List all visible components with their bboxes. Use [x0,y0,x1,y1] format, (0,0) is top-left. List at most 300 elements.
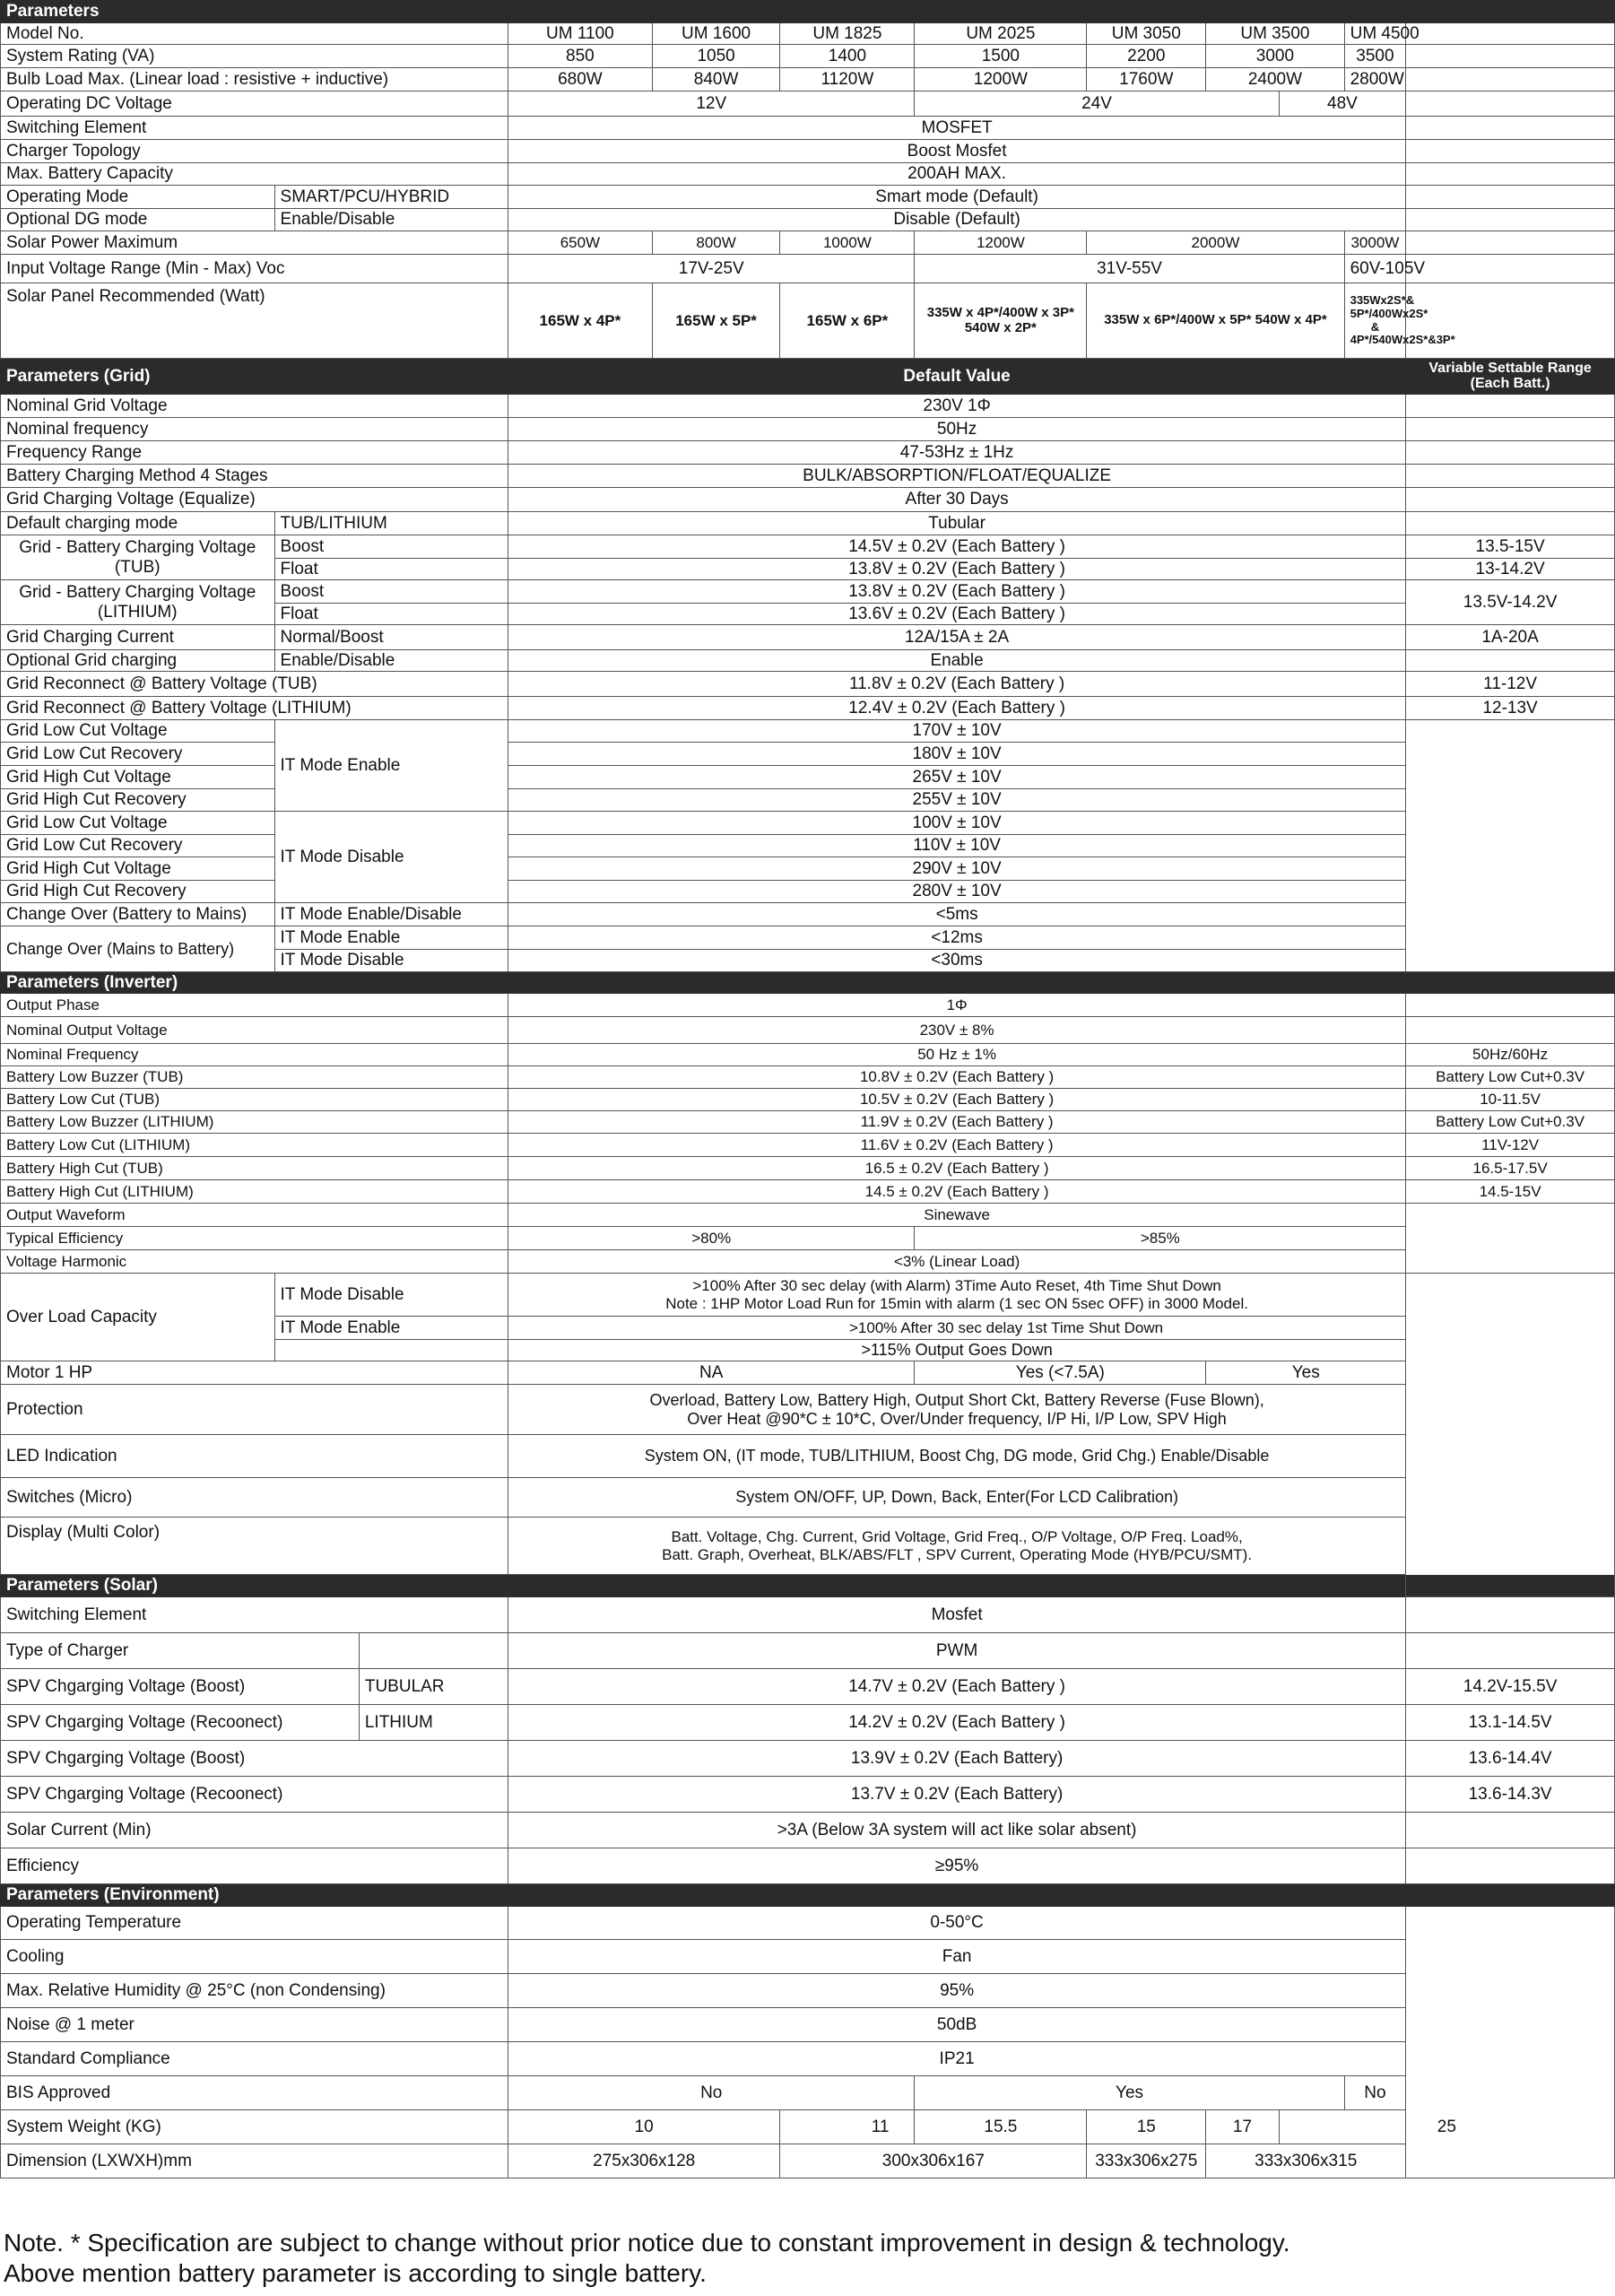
table-row [1,903,1615,926]
row-label: Grid High Cut Recovery [1,881,275,903]
range-cell: 12-13V [1406,697,1615,720]
overload-line: >100% After 30 sec delay (with Alarm) 3Time Auto Reset, 4th Time Shut Down [692,1277,1221,1295]
value-cell: 12A/15A ± 2A [508,625,1406,650]
row-label: Optional Grid charging [1,650,275,672]
row-label: Solar Power Maximum [1,231,508,255]
table-row [1,23,1615,45]
value-cell: Disable (Default) [508,209,1406,231]
row-label: Grid Low Cut Voltage [1,812,275,835]
value-cell: 2000W [1087,231,1344,255]
value-cell: <3% (Linear Load) [508,1250,1406,1274]
table-row [1,418,1615,441]
row-label: Operating Temperature [1,1907,508,1940]
row-label: Standard Compliance [1,2042,508,2076]
range-cell: 13.5V-14.2V [1406,580,1615,625]
value-cell: 290V ± 10V [508,857,1406,881]
empty-cell [1406,140,1615,163]
range-cell: Battery Low Cut+0.3V [1406,1066,1615,1089]
table-row [1,255,1615,283]
range-cell: 13.5-15V [1406,535,1615,559]
range-cell: 13.6-14.3V [1406,1777,1615,1813]
value-cell: 335W x 6P*/400W x 5P* 540W x 4P* [1087,283,1344,359]
table-row [1,1066,1615,1089]
row-label: Grid Charging Voltage (Equalize) [1,488,508,512]
range-cell: Battery Low Cut+0.3V [1406,1111,1615,1134]
value-cell: No [508,2076,915,2110]
value-cell: 11.9V ± 0.2V (Each Battery ) [508,1111,1406,1134]
table-row [1,881,1615,903]
value-cell: 650W [508,231,653,255]
row-label: Nominal frequency [1,418,508,441]
table-row [1,1777,1615,1813]
row-label: System Weight (KG) [1,2110,508,2144]
model-cell: UM 3050 [1087,23,1206,45]
range-cell [1406,395,1615,418]
model-cell: UM 1100 [508,23,653,45]
row-label: Type of Charger [1,1633,360,1669]
value-cell: BULK/ABSORPTION/FLOAT/EQUALIZE [508,465,1406,488]
row-label: Switches (Micro) [1,1478,508,1518]
row-label: System Rating (VA) [1,45,508,68]
model-cell: UM 1825 [780,23,915,45]
protection-line: Overload, Battery Low, Battery High, Output Short Ckt, Battery Reverse (Fuse Blown), [649,1391,1264,1410]
row-label: Solar Current (Min) [1,1813,508,1848]
table-row [1,1907,1615,1940]
table-row [1,1813,1615,1848]
row-label: Protection [1,1385,508,1435]
empty-cell [1406,186,1615,209]
empty-cell [1406,23,1615,45]
table-row [1,117,1615,140]
row-label: BIS Approved [1,2076,508,2110]
value-cell: 275x306x128 [508,2144,780,2179]
range-cell [1406,650,1615,672]
row-sublabel: IT Mode Disable [274,1274,508,1317]
value-cell: ≥95% [508,1848,1406,1884]
value-cell: 13.7V ± 0.2V (Each Battery) [508,1777,1406,1813]
row-label: Frequency Range [1,441,508,465]
section-title: Parameters [1,1,1615,23]
empty-cell [1406,45,1615,68]
value-cell: 680W [508,68,653,91]
value-cell: 850 [508,45,653,68]
value-cell: 13.9V ± 0.2V (Each Battery) [508,1741,1406,1777]
value-cell: NA [508,1361,915,1385]
value-cell: Fan [508,1940,1406,1974]
table-row [1,1940,1615,1974]
row-label: Grid Reconnect @ Battery Voltage (TUB) [1,672,508,697]
value-cell: 2400W [1206,68,1344,91]
table-row [1,1974,1615,2008]
table-row [1,1089,1615,1111]
value-cell: 335Wx2S*& 5P*/400Wx2S* & 4P*/540Wx2S*&3P* [1344,283,1406,359]
row-label: Change Over (Battery to Mains) [1,903,275,926]
value-cell: PWM [508,1633,1406,1669]
value-cell: 300x306x167 [780,2144,1087,2179]
section-title: Parameters (Grid) [1,359,508,395]
value-cell: >80% [508,1227,915,1250]
table-row [1,812,1615,835]
value-cell: 200AH MAX. [508,163,1406,186]
value-cell: 50Hz [508,418,1406,441]
value-cell: Mosfet [508,1597,1406,1633]
value-cell: 11.6V ± 0.2V (Each Battery ) [508,1134,1406,1157]
table-row [1,650,1615,672]
range-cell: 13-14.2V [1406,559,1615,580]
value-cell: 10.8V ± 0.2V (Each Battery ) [508,1066,1406,1089]
row-label: Grid High Cut Voltage [1,857,275,881]
range-cell [1406,1597,1615,1633]
row-label: Nominal Frequency [1,1044,508,1066]
table-row [1,580,1615,604]
table-row [1,1848,1615,1884]
table-row [1,789,1615,812]
value-cell: 14.7V ± 0.2V (Each Battery ) [508,1669,1406,1705]
footnote-line: Above mention battery parameter is according to single battery. [4,2258,707,2287]
table-row [1,926,1615,950]
table-row [1,766,1615,789]
row-sublabel: TUB/LITHIUM [274,512,508,535]
value-cell: 230V ± 8% [508,1017,1406,1044]
row-label: SPV Chgarging Voltage (Recoonect) [1,1777,508,1813]
row-label: Over Load Capacity [1,1274,275,1361]
table-row [1,68,1615,91]
table-row [1,140,1615,163]
section-header-parameters [1,1,1615,23]
value-cell: 1200W [915,231,1087,255]
row-sublabel: Normal/Boost [274,625,508,650]
row-label: Noise @ 1 meter [1,2008,508,2042]
range-cell [1406,994,1615,1017]
row-label: Operating DC Voltage [1,91,508,117]
value-cell: 14.5 ± 0.2V (Each Battery ) [508,1180,1406,1204]
value-cell: 50 Hz ± 1% [508,1044,1406,1066]
row-sublabel: Boost [274,535,508,559]
table-row [1,45,1615,68]
value-cell: <12ms [508,926,1406,950]
row-label: Grid - Battery Charging Voltage (TUB) [1,535,275,580]
empty-cell [1406,209,1615,231]
empty-cell [1406,255,1615,283]
value-cell: <5ms [508,903,1406,926]
value-cell: 11.8V ± 0.2V (Each Battery ) [508,672,1406,697]
row-label: Dimension (LXWXH)mm [1,2144,508,2179]
value-cell: 24V [915,91,1279,117]
value-cell: 17 [1206,2110,1279,2144]
row-label: Model No. [1,23,508,45]
value-cell: 265V ± 10V [508,766,1406,789]
table-row [1,535,1615,559]
protection-cell [508,1385,1406,1435]
row-label: Input Voltage Range (Min - Max) Voc [1,255,508,283]
footnote [4,2228,1290,2288]
value-cell: 1400 [780,45,915,68]
row-label: Grid Charging Current [1,625,275,650]
overload-disable-cell [508,1274,1406,1317]
table-row [1,488,1615,512]
row-label: SPV Chgarging Voltage (Boost) [1,1669,360,1705]
range-cell [1406,1017,1615,1044]
row-label: Output Waveform [1,1204,508,1227]
display-cell [508,1518,1406,1575]
table-row [1,1361,1615,1385]
overload-note-line: Note : 1HP Motor Load Run for 15min with alarm (1 sec ON 5sec OFF) in 3000 Model. [665,1294,1248,1312]
range-cell: 1A-20A [1406,625,1615,650]
value-cell: 1120W [780,68,915,91]
range-cell: 13.6-14.4V [1406,1741,1615,1777]
section-title: Parameters (Environment) [1,1884,1615,1907]
table-row [1,720,1615,743]
value-cell: 165W x 5P* [652,283,780,359]
empty-cell [1406,163,1615,186]
range-cell: 14.5-15V [1406,1180,1615,1204]
row-label: Change Over (Mains to Battery) [1,926,275,972]
table-row [1,2144,1615,2179]
model-cell: UM 4500 [1344,23,1406,45]
row-sublabel: IT Mode Disable [274,950,508,972]
value-cell: 15 [1087,2110,1206,2144]
empty-cell [274,1340,508,1361]
range-cell [1406,1274,1615,1597]
row-label: Efficiency [1,1848,508,1884]
display-line: Batt. Voltage, Chg. Current, Grid Voltage, Grid Freq., O/P Voltage, O/P Freq. Load%, [671,1528,1243,1546]
value-cell: No [1344,2076,1406,2110]
variable-range-heading: Variable Settable Range (Each Batt.) [1406,359,1615,395]
row-label: Typical Efficiency [1,1227,508,1250]
value-cell: 15.5 [915,2110,1087,2144]
value-cell: <30ms [508,950,1406,972]
value-cell: 16.5 ± 0.2V (Each Battery ) [508,1157,1406,1180]
row-label: Battery High Cut (TUB) [1,1157,508,1180]
value-cell: 1760W [1087,68,1206,91]
value-cell: 333x306x315 [1206,2144,1406,2179]
section-header-solar [1,1575,1615,1597]
range-cell: 13.1-14.5V [1406,1705,1615,1741]
row-sublabel: Enable/Disable [274,650,508,672]
row-sublabel: IT Mode Enable/Disable [274,903,508,926]
value-cell: Smart mode (Default) [508,186,1406,209]
value-cell: 333x306x275 [1087,2144,1206,2179]
row-label: Switching Element [1,117,508,140]
table-row [1,91,1615,117]
value-cell: 95% [508,1974,1406,2008]
it-mode-enable-label: IT Mode Enable [274,720,508,812]
range-cell [1406,1848,1615,1884]
value-cell: >115% Output Goes Down [508,1340,1406,1361]
value-cell: 13.6V ± 0.2V (Each Battery ) [508,604,1406,625]
row-sublabel: Boost [274,580,508,604]
row-label: Default charging mode [1,512,275,535]
it-mode-disable-label: IT Mode Disable [274,812,508,903]
row-label: Nominal Output Voltage [1,1017,508,1044]
model-cell: UM 2025 [915,23,1087,45]
range-cell [1406,1813,1615,1848]
value-cell: Yes (<7.5A) [915,1361,1206,1385]
row-label: Operating Mode [1,186,275,209]
value-cell: 3000 [1206,45,1344,68]
row-label: Battery Low Buzzer (TUB) [1,1066,508,1089]
table-row [1,395,1615,418]
row-label: Battery Low Buzzer (LITHIUM) [1,1111,508,1134]
table-row [1,697,1615,720]
value-cell: 25 [1279,2110,1614,2144]
table-row [1,283,1615,359]
value-cell: >100% After 30 sec delay 1st Time Shut Down [508,1317,1406,1340]
value-cell: 12.4V ± 0.2V (Each Battery ) [508,697,1406,720]
row-label: Display (Multi Color) [1,1518,508,1575]
value-cell: 1050 [652,45,780,68]
value-cell: 1500 [915,45,1087,68]
default-value-heading: Default Value [508,359,1406,395]
table-row [1,857,1615,881]
row-label: Grid Low Cut Recovery [1,835,275,857]
value-cell: Enable [508,650,1406,672]
range-cell: 11-12V [1406,672,1615,697]
row-sublabel: Float [274,559,508,580]
table-row [1,512,1615,535]
table-row [1,2042,1615,2076]
value-cell: 1000W [780,231,915,255]
value-cell: System ON, (IT mode, TUB/LITHIUM, Boost Chg, DG mode, Grid Chg.) Enable/Disable [508,1435,1406,1478]
table-row [1,1385,1615,1435]
value-cell: Yes [915,2076,1344,2110]
value-cell: 230V 1Φ [508,395,1406,418]
row-label: Solar Panel Recommended (Watt) [1,283,508,359]
range-cell [1406,512,1615,535]
range-cell: 11V-12V [1406,1134,1615,1157]
table-row [1,994,1615,1017]
row-label: Grid Low Cut Voltage [1,720,275,743]
range-cell [1406,488,1615,512]
table-row [1,672,1615,697]
empty-cell [1406,68,1615,91]
empty-cell [1406,91,1615,117]
table-row [1,1134,1615,1157]
row-label: SPV Chgarging Voltage (Boost) [1,1741,508,1777]
row-label: Battery Low Cut (LITHIUM) [1,1134,508,1157]
row-label: LED Indication [1,1435,508,1478]
row-label: Battery Low Cut (TUB) [1,1089,508,1111]
table-row [1,1633,1615,1669]
protection-line: Over Heat @90*C ± 10*C, Over/Under frequency, I/P Hi, I/P Low, SPV High [687,1409,1227,1428]
table-row [1,1274,1615,1317]
row-label: Optional DG mode [1,209,275,231]
empty-cell [1406,117,1615,140]
table-row [1,465,1615,488]
table-row [1,1435,1615,1478]
row-sublabel: SMART/PCU/HYBRID [274,186,508,209]
row-label: Motor 1 HP [1,1361,508,1385]
value-cell: 48V [1279,91,1405,117]
value-cell: 0-50°C [508,1907,1406,1940]
value-cell: 3500 [1344,45,1406,68]
value-cell: 17V-25V [508,255,915,283]
table-row [1,1669,1615,1705]
row-label: Nominal Grid Voltage [1,395,508,418]
value-cell: 14.5V ± 0.2V (Each Battery ) [508,535,1406,559]
table-row [1,1250,1615,1274]
value-cell: 50dB [508,2008,1406,2042]
row-sublabel: IT Mode Enable [274,1317,508,1340]
row-label: Cooling [1,1940,508,1974]
value-cell: Sinewave [508,1204,1406,1227]
table-row [1,1017,1615,1044]
range-cell: 14.2V-15.5V [1406,1669,1615,1705]
table-row [1,1204,1615,1227]
table-row [1,2008,1615,2042]
value-cell: 14.2V ± 0.2V (Each Battery ) [508,1705,1406,1741]
table-row [1,743,1615,766]
value-cell: 335W x 4P*/400W x 3P* 540W x 2P* [915,283,1087,359]
row-label: Grid Reconnect @ Battery Voltage (LITHIUM) [1,697,508,720]
value-cell: 840W [652,68,780,91]
row-label: SPV Chgarging Voltage (Recoonect) [1,1705,360,1741]
empty-cell [359,1633,508,1669]
value-cell: 2200 [1087,45,1206,68]
table-row [1,2076,1615,2110]
value-cell: System ON/OFF, UP, Down, Back, Enter(For LCD Calibration) [508,1478,1406,1518]
table-row [1,625,1615,650]
section-header-grid [1,359,1615,395]
section-title: Parameters (Solar) [1,1575,1615,1597]
value-cell: 110V ± 10V [508,835,1406,857]
row-label: Max. Battery Capacity [1,163,508,186]
range-cell: 16.5-17.5V [1406,1157,1615,1180]
value-cell: Boost Mosfet [508,140,1406,163]
value-cell: 47-53Hz ± 1Hz [508,441,1406,465]
row-label: Voltage Harmonic [1,1250,508,1274]
value-cell: 165W x 6P* [780,283,915,359]
display-line: Batt. Graph, Overheat, BLK/ABS/FLT , SPV Current, Operating Mode (HYB/PCU/SMT). [662,1545,1253,1563]
table-row [1,186,1615,209]
row-label: Grid High Cut Voltage [1,766,275,789]
value-cell: >3A (Below 3A system will act like solar absent) [508,1813,1406,1848]
row-sublabel: Float [274,604,508,625]
value-cell: 1200W [915,68,1087,91]
value-cell: MOSFET [508,117,1406,140]
value-cell: >85% [915,1227,1406,1250]
range-cell: 50Hz/60Hz [1406,1044,1615,1066]
value-cell: IP21 [508,2042,1406,2076]
table-row [1,1478,1615,1518]
table-row [1,1157,1615,1180]
value-cell: 1Φ [508,994,1406,1017]
table-row [1,2110,1615,2144]
section-header-inverter [1,972,1615,994]
value-cell: 2800W [1344,68,1406,91]
range-cell [1406,418,1615,441]
value-cell: 10.5V ± 0.2V (Each Battery ) [508,1089,1406,1111]
range-cell [1406,720,1615,972]
row-label: Grid - Battery Charging Voltage (LITHIUM) [1,580,275,625]
value-cell: 11 [780,2110,915,2144]
range-cell [1406,465,1615,488]
range-cell: 10-11.5V [1406,1089,1615,1111]
empty-cell [1406,283,1615,359]
table-row [1,1597,1615,1633]
table-row [1,163,1615,186]
row-label: Charger Topology [1,140,508,163]
footnote-line: Note. * Specification are subject to change without prior notice due to constant improvement in design & technology. [4,2229,1290,2257]
value-cell: 180V ± 10V [508,743,1406,766]
row-label: Bulb Load Max. (Linear load : resistive + inductive) [1,68,508,91]
model-cell: UM 3500 [1206,23,1344,45]
value-cell: 10 [508,2110,780,2144]
row-label: Output Phase [1,994,508,1017]
row-sublabel: Enable/Disable [274,209,508,231]
table-row [1,1227,1615,1250]
value-cell: 165W x 4P* [508,283,653,359]
